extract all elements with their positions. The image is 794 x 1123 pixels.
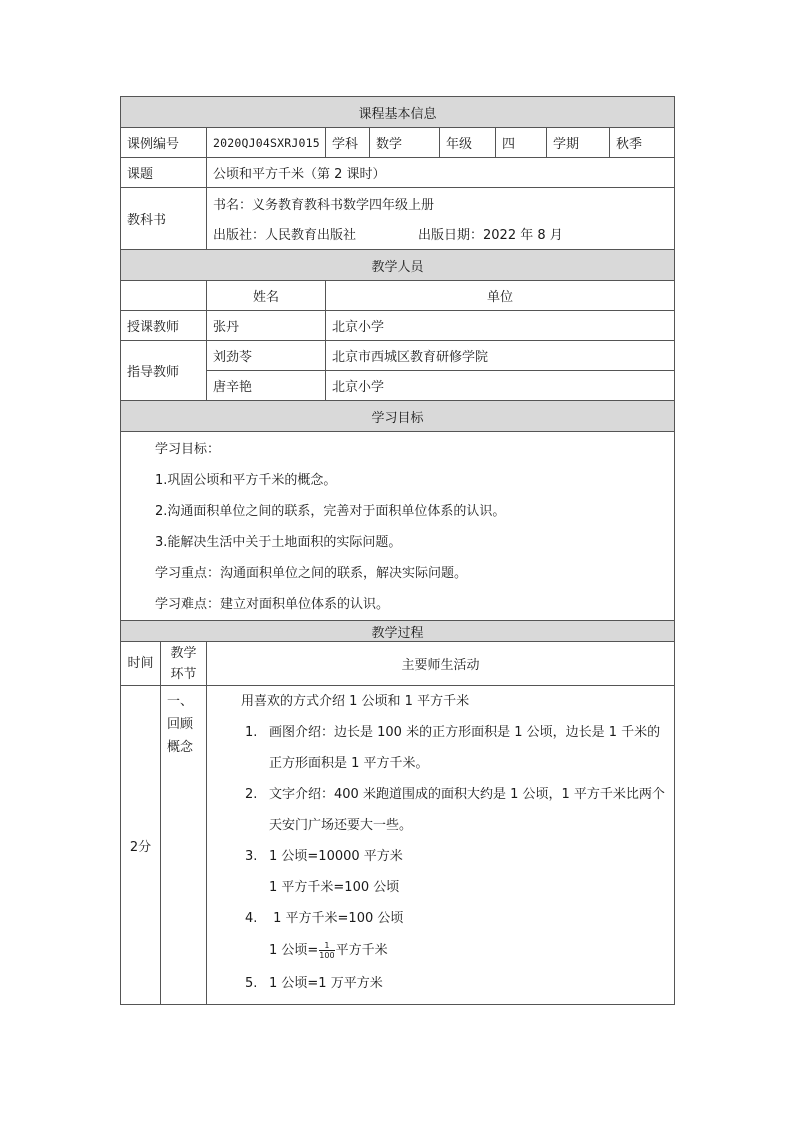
activity-content <box>207 686 675 1005</box>
advisor-name: 唐辛艳 <box>207 371 326 401</box>
goals-line: 学习目标： <box>155 442 221 457</box>
subject-label: 学科 <box>326 128 370 158</box>
time-value: 2分 <box>121 686 161 1005</box>
advisor-label: 指导教师 <box>121 341 207 401</box>
fraction-suffix: 平方千米 <box>335 943 388 958</box>
activity-list <box>207 717 674 999</box>
list-number: 1. <box>245 725 258 740</box>
goals-content <box>121 432 675 621</box>
fraction <box>319 941 334 960</box>
lesson-info-table <box>120 96 675 1005</box>
section-header-basic-info: 课程基本信息 <box>121 97 675 128</box>
topic-label: 课题 <box>121 158 207 188</box>
goals-line: 学习难点：建立对面积单位体系的认识。 <box>155 597 390 612</box>
list-text: 1 公顷=10000 平方米 <box>269 849 403 864</box>
lecturer-label: 授课教师 <box>121 311 207 341</box>
step-value-cell <box>161 686 207 1005</box>
lecturer-unit: 北京小学 <box>326 311 675 341</box>
list-item <box>207 903 674 934</box>
list-number: 2. <box>245 787 258 802</box>
list-item <box>207 717 674 779</box>
fraction-denominator: 100 <box>319 951 335 960</box>
list-number: 3. <box>245 849 258 864</box>
advisor-unit: 北京小学 <box>326 371 675 401</box>
goals-line: 1.巩固公顷和平方千米的概念。 <box>155 473 337 488</box>
list-subline-fraction <box>207 934 674 968</box>
list-number: 4. <box>245 911 258 926</box>
list-text: 1 公顷=1 万平方米 <box>269 976 383 991</box>
code-label: 课例编号 <box>121 128 207 158</box>
section-header-staff: 教学人员 <box>121 250 675 281</box>
step-value: 一、回顾概念 <box>167 694 194 755</box>
time-header-text: 时间 <box>127 656 154 671</box>
list-item <box>207 841 674 872</box>
list-item <box>207 968 674 999</box>
term-value: 秋季 <box>610 128 675 158</box>
lesson-info-document <box>120 96 674 1005</box>
textbook-name: 书名：义务教育教科书数学四年级上册 <box>207 188 675 219</box>
publisher: 出版社：人民教育出版社 <box>213 228 357 244</box>
name-column-header: 姓名 <box>207 281 326 311</box>
grade-value: 四 <box>496 128 547 158</box>
term-label: 学期 <box>547 128 610 158</box>
list-text: 1 平方千米=100 公顷 <box>269 911 404 926</box>
goals-line: 3.能解决生活中关于土地面积的实际问题。 <box>155 535 402 550</box>
subject-value: 数学 <box>370 128 440 158</box>
advisor-unit: 北京市西城区教育研修学院 <box>326 341 675 371</box>
lecturer-name: 张丹 <box>207 311 326 341</box>
staff-corner-cell <box>121 281 207 311</box>
activity-intro: 用喜欢的方式介绍 1 公顷和 1 平方千米 <box>241 694 470 709</box>
fraction-numerator: 1 <box>324 941 330 950</box>
textbook-label: 教科书 <box>121 188 207 250</box>
activity-column-header: 主要师生活动 <box>207 642 675 686</box>
unit-column-header: 单位 <box>326 281 675 311</box>
list-text: 画图介绍：边长是 100 米的正方形面积是 1 公顷，边长是 1 千米的正方形面积是 1 平方千米。 <box>269 725 661 771</box>
list-subline: 1 平方千米=100 公顷 <box>269 880 400 895</box>
list-item <box>207 779 674 841</box>
grade-label: 年级 <box>440 128 496 158</box>
time-column-header <box>121 642 161 686</box>
goals-line: 2.沟通面积单位之间的联系，完善对于面积单位体系的认识。 <box>155 504 506 519</box>
code-value: 2020QJ04SXRJ015 <box>207 128 326 158</box>
goals-line: 学习重点：沟通面积单位之间的联系，解决实际问题。 <box>155 566 468 581</box>
list-text: 文字介绍：400 米跑道围成的面积大约是 1 公顷，1 平方千米比两个天安门广场还要大一些。 <box>269 787 665 833</box>
section-header-process: 教学过程 <box>121 621 675 642</box>
topic-value: 公顷和平方千米（第 2 课时） <box>207 158 675 188</box>
advisor-name: 刘劲苓 <box>207 341 326 371</box>
textbook-publisher-row <box>207 219 675 250</box>
step-header-text: 教学环节 <box>170 645 197 682</box>
step-column-header <box>161 642 207 686</box>
fraction-prefix: 1 公顷= <box>269 943 319 958</box>
list-number: 5. <box>245 976 258 991</box>
publish-date: 出版日期：2022 年 8 月 <box>418 228 563 244</box>
section-header-goals: 学习目标 <box>121 401 675 432</box>
